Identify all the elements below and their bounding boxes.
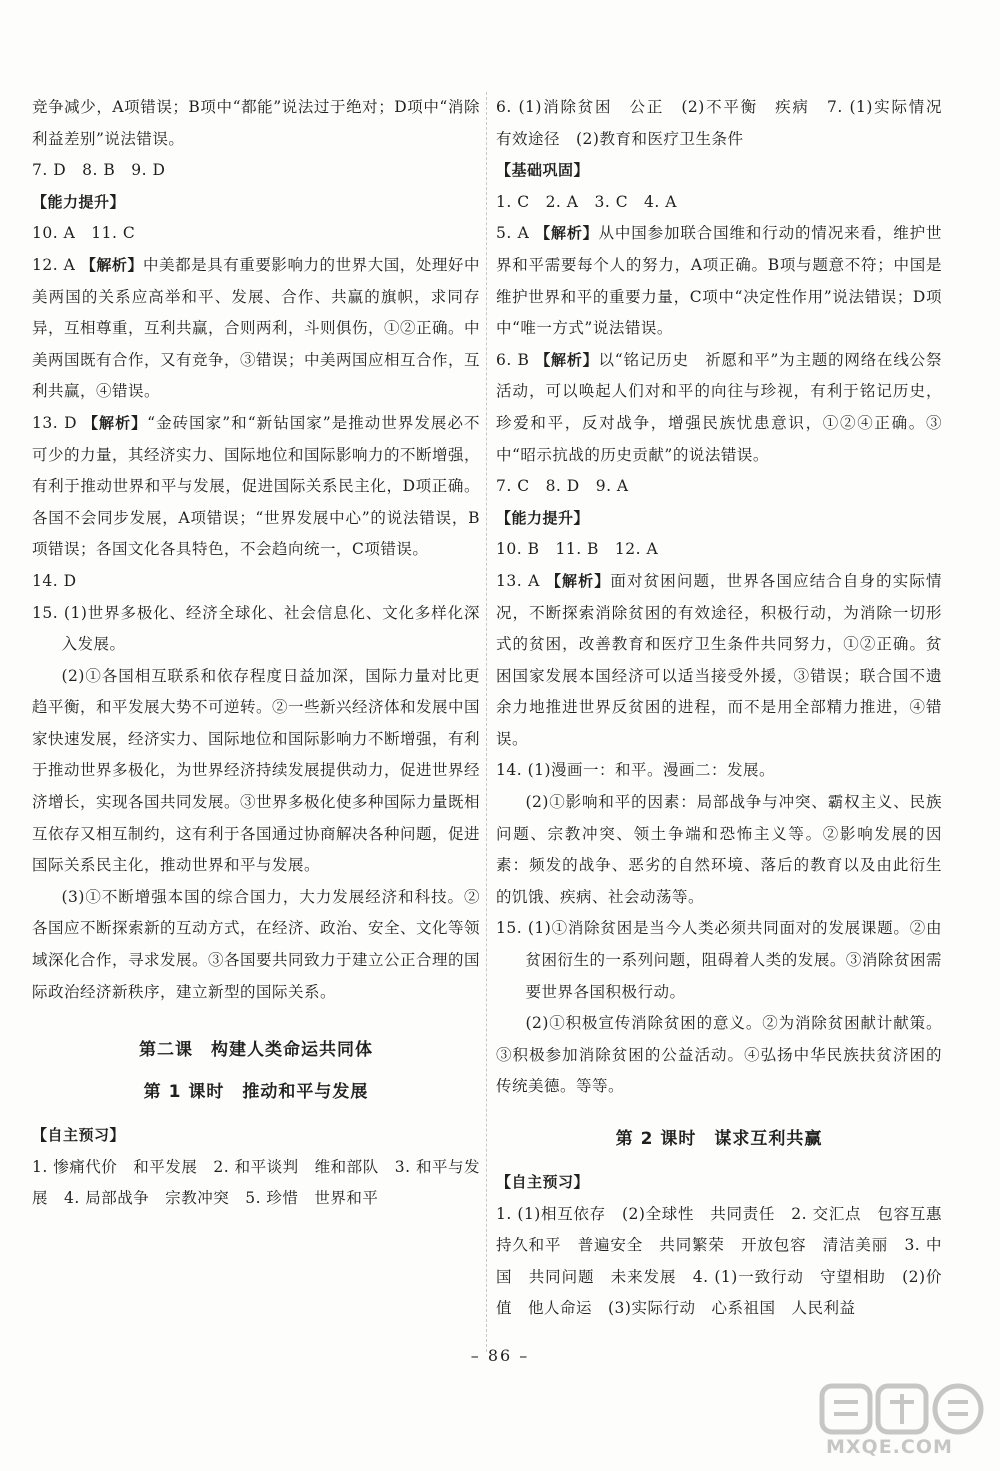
analysis-tag: 【解析】: [535, 350, 599, 369]
analysis-tag: 【解析】: [545, 571, 611, 590]
section-heading-nengli: 【能力提升】: [496, 508, 590, 527]
analysis-tag: 【解析】: [535, 224, 599, 243]
answer-line: 7. D 8. B 9. D: [32, 161, 166, 180]
question-number: 13. D: [32, 413, 78, 432]
left-column: [32, 92, 480, 1215]
answer-15-3: (3)①不断增强本国的综合国力，大力发展经济和科技。②各国应不断探索新的互动方式，在经济、政治、安全、文化等领域深化合作，寻求发展。③各国要共同致力于建立公正合理的国际政治经济新秩序，建立新型的国际关系。: [32, 887, 481, 1001]
answer-line: 10. A 11. C: [32, 224, 136, 243]
analysis-text: “金砖国家”和“新钻国家”是推动世界发展必不可少的力量，其经济实力、国际地位和国际影响力的不断增强，有利于推动世界和平与发展，促进国际关系民主化，D项正确。各国不会同步发展，A项错误；“世界发展中心”的说法错误，B项错误；各国文化各具特色，不会趋向统一，C项错误。: [32, 413, 481, 559]
section-heading-zizhu: 【自主预习】: [496, 1173, 590, 1191]
period-title: 第 1 课时 推动和平与发展: [143, 1082, 369, 1103]
answer-line: 1. C 2. A 3. C 4. A: [496, 192, 677, 211]
analysis-tag: 【解析】: [83, 413, 148, 432]
answer-12: [32, 250, 480, 408]
section-heading-nengli: 【能力提升】: [32, 192, 126, 211]
lesson-title: 第二课 构建人类命运共同体: [139, 1040, 373, 1061]
question-number: 12. A: [32, 255, 76, 274]
section-heading-jichu: 【基础巩固】: [496, 161, 590, 180]
analysis-tag: 【解析】: [80, 255, 144, 274]
question-number: 5. A: [496, 224, 530, 243]
watermark-url: MXQE.COM: [826, 1436, 953, 1458]
preview-answers: 1. 惨痛代价 和平发展 2. 和平谈判 维和部队 3. 和平与发展 4. 局部战争 宗教冲突 5. 珍惜 世界和平: [32, 1157, 480, 1208]
answer-15-1: 15. (1)世界多极化、经济全球化、社会信息化、文化多样化深入发展。: [32, 603, 480, 654]
analysis-text: 面对贫困问题，世界各国应结合自身的实际情况，不断探索消除贫困的有效途径，积极行动，为消除一切形式的贫困，改善教育和医疗卫生条件共同努力，①②正确。贫困国家发展本国经济可以适当接受外援，③错误；联合国不遗余力地推进世界反贫困的进程，而不是用全部精力推进，④错误。: [496, 571, 942, 748]
answer-13: [496, 566, 942, 756]
answer-15-2: (2)①各国相互联系和依存程度日益加深，国际力量对比更趋平衡，和平发展大势不可逆转。②一些新兴经济体和发展中国家快速发展，经济实力、国际地位和国际影响力不断增强，有利于推动世界多极化，为世界经济持续发展提供动力，促进世界经济增长，实现各国共同发展。③世界多极化使多种国际力量既相互依存又相互制约，这有利于各国通过协商解决各种问题，促进国际关系民主化，推动世界和平与发展。: [32, 666, 481, 875]
analysis-text: 以“铭记历史 祈愿和平”为主题的网络在线公祭活动，可以唤起人们对和平的向往与珍视，有利于铭记历史，珍爱和平，反对战争，增强民族忧患意识，①②④正确。③中“昭示抗战的历史贡献”的说法错误。: [496, 350, 942, 464]
right-column: [496, 92, 959, 1325]
answer-15-1: 15. (1)①消除贫困是当今人类必须共同面对的发展课题。②由贫困衍生的一系列问题，阻碍着人类的发展。③消除贫困需要世界各国积极行动。: [496, 919, 942, 1001]
analysis-text: 从中国参加联合国维和行动的情况来看，维护世界和平需要每个人的努力，A项正确。B项与题意不符；中国是维护世界和平的重要力量，C项中“决定性作用”说法错误；D项中“唯一方式”说法错误。: [496, 224, 942, 338]
question-number: 13. A: [496, 571, 540, 590]
column-divider: [486, 92, 487, 1352]
preview-answers: 1. (1)相互依存 (2)全球性 共同责任 2. 交汇点 包容互惠 持久和平 普遍安全 共同繁荣 开放包容 清洁美丽 3. 中国 共同问题 未来发展 4. (1)一致行动 守望相助 (2)价值 他人命运 (3)实际行动 心系祖国 人民利益: [496, 1204, 959, 1318]
analysis-text: 中美都是具有重要影响力的世界大国，处理好中美两国的关系应高举和平、发展、合作、共赢的旗帜，求同存异，互相尊重，互利共赢，合则两利，斗则俱伤，①②正确。中美两国既有合作，又有竞争，③错误；中美两国应相互合作，互利共赢，④错误。: [32, 255, 481, 401]
period-title: 第 2 课时 谋求互利共赢: [615, 1129, 823, 1149]
answer-15-2: (2)①积极宣传消除贫困的意义。②为消除贫困献计献策。③积极参加消除贫困的公益活动。④弘扬中华民族扶贫济困的传统美德。等等。: [496, 1014, 942, 1096]
answer-14-2: (2)①影响和平的因素：局部战争与冲突、霸权主义、民族问题、宗教冲突、领土争端和恐怖主义等。②影响发展的因素：频发的战争、恶劣的自然环境、落后的教育以及由此衍生的饥饿、疾病、社会动荡等。: [496, 793, 942, 906]
answer-14-1: 14. (1)漫画一：和平。漫画二：发展。: [496, 761, 776, 780]
answer-line: 7. C 8. D 9. A: [496, 477, 629, 496]
paragraph: 6. (1)消除贫困 公正 (2)不平衡 疾病 7. (1)实际情况 有效途径 (2)教育和医疗卫生条件: [496, 98, 959, 148]
paragraph: 竞争减少，A项错误；B项中“都能”说法过于绝对；D项中“消除利益差别”说法错误。: [32, 98, 480, 148]
answer-6: [496, 345, 942, 471]
watermark-logo-icon: [818, 1380, 988, 1438]
answer-line: 14. D: [32, 571, 77, 590]
question-number: 6. B: [496, 350, 530, 369]
answer-line: 10. B 11. B 12. A: [496, 540, 659, 559]
page-number: – 86 –: [470, 1346, 530, 1365]
answer-13: [32, 408, 480, 566]
watermark-logo: [818, 1380, 988, 1466]
section-heading-zizhu: 【自主预习】: [32, 1126, 126, 1145]
answer-5: [496, 218, 942, 344]
